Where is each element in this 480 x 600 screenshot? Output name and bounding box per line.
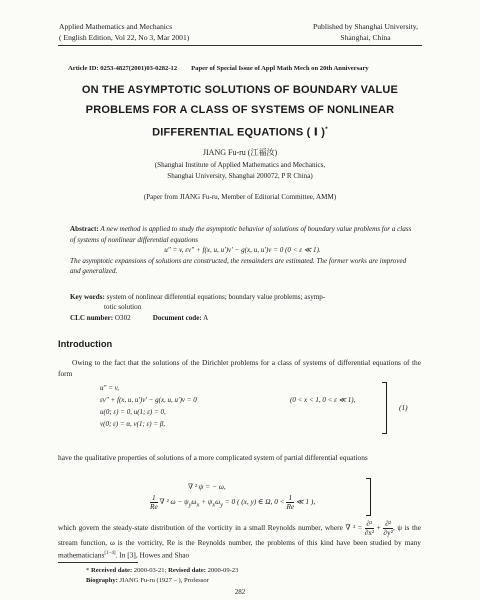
- eq1-condition: (0 < x < 1, 0 < ε ≪ 1),: [290, 396, 356, 404]
- affiliation: [0, 160, 480, 181]
- revised-date: 2000-09-23: [205, 567, 239, 574]
- clc-line: [70, 314, 208, 322]
- abstract-text: A new method is applied to study the asymptotic behavior of solutions of boundary value problems for a class of systems of nonlinear differential equations: [70, 225, 412, 244]
- footnote-rule: [58, 562, 138, 563]
- eq1-row-4: v(0; ε) = α, v(1; ε) = β,: [100, 420, 166, 428]
- abstract: [70, 224, 415, 277]
- article-id: Article ID: 0253-4827(2001)03-0282-12: [68, 65, 178, 72]
- publisher-line: Published by Shanghai University,: [313, 22, 418, 31]
- journal-header: [59, 22, 189, 43]
- issue-note: Paper of Special Issue of Appl Math Mech on 20th Anniversary: [191, 65, 369, 72]
- abstract-label: Abstract:: [70, 225, 99, 233]
- received-date: 2000-03-21;: [132, 567, 169, 574]
- eq1-row-2: εv″ + f(x, u, u′)v′ − g(x, u, u′)v = 0: [100, 396, 197, 404]
- publisher-city: Shanghai, China: [340, 32, 391, 42]
- section-title: Introduction: [58, 339, 113, 349]
- abstract-formula: u″ = v, εv″ + f(x, u, u′)v′ − g(x, u, u′)v = 0 (0 < ε ≪ 1).: [164, 246, 321, 255]
- eq1-row-1: u″ = v,: [100, 384, 119, 392]
- document-code-value: A: [201, 314, 209, 322]
- eq2-fraction-1: $\frac{1}{Re}$: [150, 493, 158, 511]
- intro-paragraph-1: Owing to the fact that the solutions of the Dirichlet problems for a class of systems of differential equations of the form: [58, 358, 421, 379]
- publisher-header: [313, 22, 418, 43]
- eq2-row-1: ∇ ² ψ = − ω,: [188, 482, 226, 491]
- received-label: Received date:: [90, 567, 133, 574]
- affiliation-line-1: (Shanghai Institute of Applied Mathematics and Mechanics,: [154, 161, 326, 169]
- intro-paragraph-3: which govern the steady-state distribution of the vorticity in a small Reynolds number, where ∇ ² = $\frac{\text{∂²}}{\text{∂x²}}$ + $\frac{\text{∂²}}{\text{∂y²}}$ , ψ is the stream function, ω is the vorticity, Re is the Reynolds number, the problems of this kind have been studied by many mathematicians[1−4]. In [3], Howes and Shao: [58, 519, 421, 560]
- paper-title: [40, 81, 440, 143]
- intro-paragraph-2: have the qualitative properties of solutions of a more complicated system of partial differential equations: [58, 453, 368, 462]
- journal-name: Applied Mathematics and Mechanics: [59, 22, 173, 31]
- journal-volume: ( English Edition, Vol 22, No 3, Mar 2001): [59, 32, 190, 42]
- author-name: JIANG Fu-ru (江福汝): [202, 148, 278, 157]
- clc-label: CLC number:: [70, 314, 114, 322]
- eq1-brace: [382, 382, 387, 434]
- biography-text: JIANG Fu-ru (1927 – ), Professor: [117, 577, 209, 584]
- eq2-brace: [366, 478, 371, 516]
- keywords-text: system of nonlinear differential equations; boundary value problems; asymp-: [104, 293, 326, 301]
- partial-y-fraction: $\frac{\text{∂²}}{\text{∂y²}}$: [383, 519, 393, 537]
- abstract-text-2: The asymptotic expansions of solutions are constructed, the remainders are estimated. The former works are improved and generalized.: [70, 256, 407, 276]
- title-line-2: PROBLEMS FOR A CLASS OF SYSTEMS OF NONLINEAR: [85, 103, 395, 116]
- paper-from-note: (Paper from JIANG Fu-ru, Member of Editorial Committee, AMM): [143, 193, 337, 201]
- biography-label: Biography:: [86, 577, 118, 584]
- citation: [1−4]: [104, 551, 116, 557]
- title-footnote-mark: *: [325, 126, 328, 133]
- partial-x-fraction: $\frac{\text{∂²}}{\text{∂x²}}$: [364, 519, 375, 537]
- footnote-biography: [86, 576, 209, 585]
- page-number: 282: [234, 588, 246, 596]
- eq2-row-2: $\frac{1}{Re}$ ∇ ² $\omega - \psi_y\omega_x + \psi_x\omega_y = 0$ ( (x, y) ∈ Ω, 0 < $\frac{1}{Re}$ ≪ 1 ),: [150, 493, 316, 511]
- title-line-1: ON THE ASYMPTOTIC SOLUTIONS OF BOUNDARY VALUE: [81, 84, 399, 96]
- footnote-dates: * Received date: 2000-03-21; Revised date: 2000-09-23: [86, 567, 239, 574]
- affiliation-line-2: Shanghai University, Shanghai 200072, P R China): [167, 171, 313, 180]
- revised-label: Revised date:: [168, 567, 206, 574]
- article-id-line: [68, 65, 369, 72]
- header-rule: [58, 45, 422, 46]
- title-line-3: DIFFERENTIAL EQUATIONS ( Ⅰ ): [152, 126, 326, 139]
- equation-number-1: (1): [399, 403, 408, 412]
- eq2-fraction-2: $\frac{1}{Re}$: [286, 493, 295, 511]
- keywords-text-2: totic solution: [104, 303, 142, 312]
- clc-value: O302: [113, 314, 131, 322]
- eq1-row-3: u(0; ε) = 0, u(1; ε) = 0,: [100, 408, 166, 416]
- keywords-label: Key words:: [70, 293, 105, 301]
- keywords: [70, 292, 415, 312]
- document-code-label: Document code:: [152, 314, 202, 322]
